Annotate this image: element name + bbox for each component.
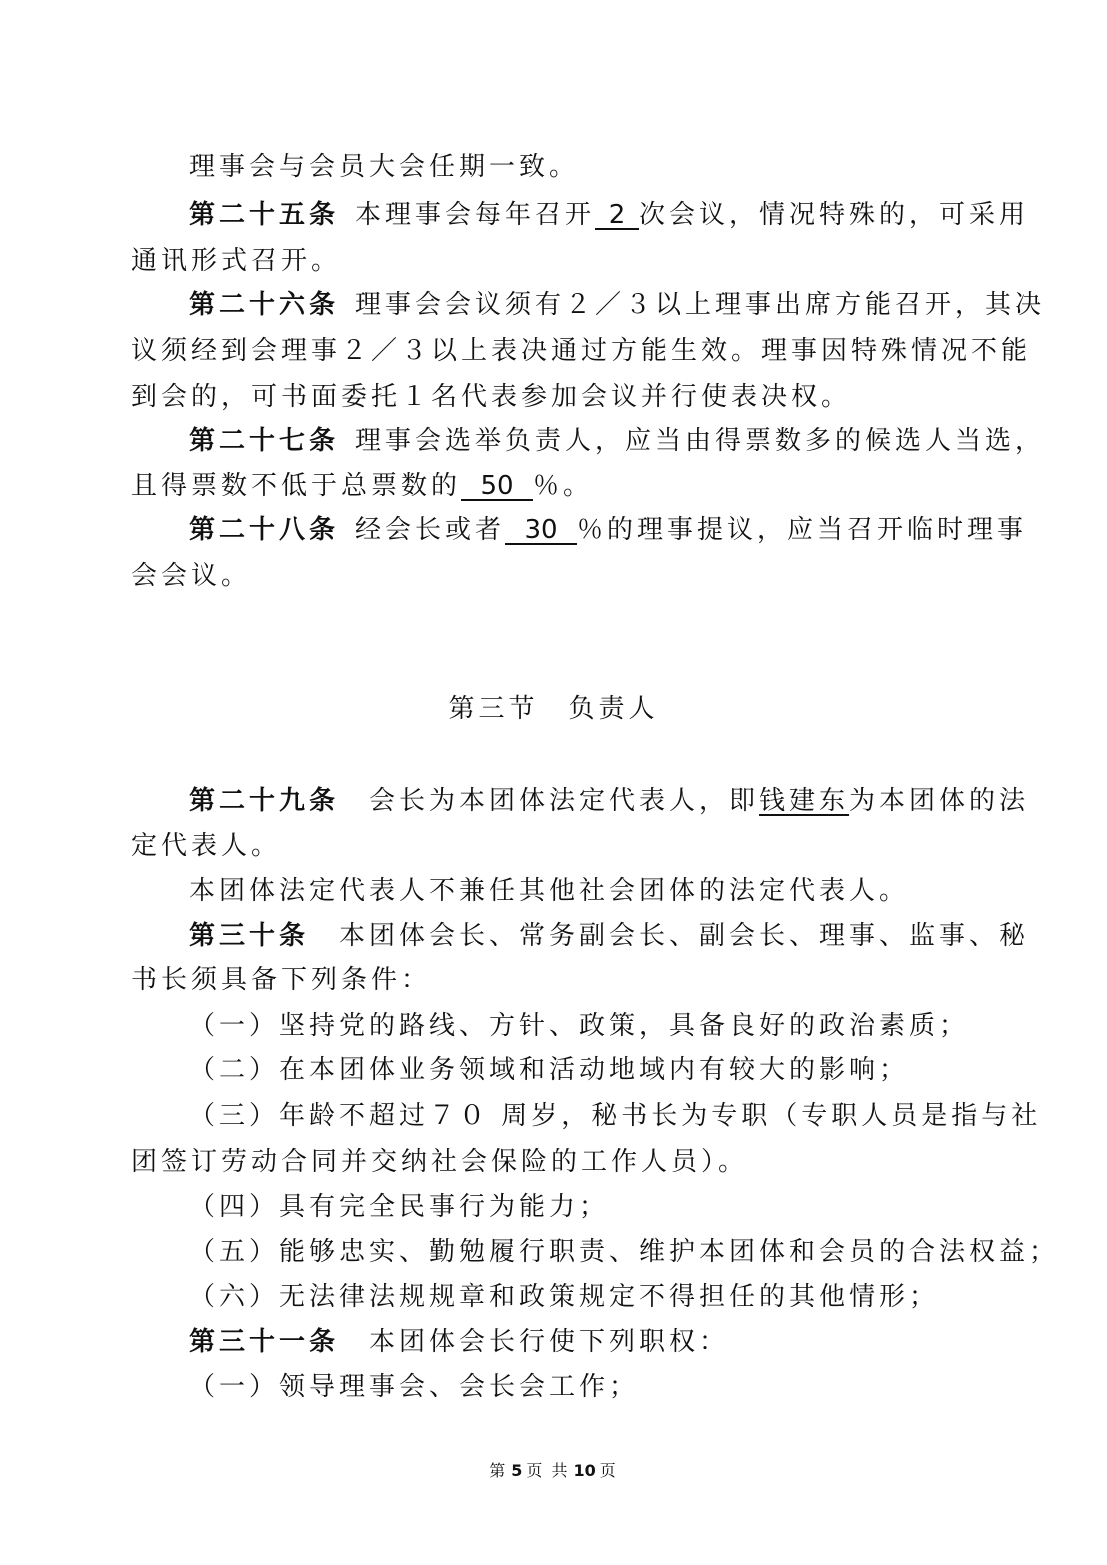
text: 通讯形式召开。 bbox=[131, 246, 342, 276]
section-number: 第三节 bbox=[448, 694, 539, 724]
text: ％的理事提议，应当召开临时理事 bbox=[577, 515, 1028, 545]
article-29 bbox=[189, 784, 1030, 818]
text: 本理事会每年召开 bbox=[355, 200, 596, 230]
article-27-cont bbox=[131, 469, 981, 503]
text: 到会的，可书面委托１名代表参加会议并行使表决权。 bbox=[131, 382, 852, 412]
article-27 bbox=[189, 424, 1046, 458]
page-number: 5 bbox=[511, 1461, 523, 1480]
fill-blank: 30 bbox=[505, 517, 577, 545]
condition-2 bbox=[189, 1053, 981, 1087]
article-30-cont bbox=[131, 963, 981, 997]
duty-1 bbox=[189, 1370, 981, 1404]
text: 理事会选举负责人，应当由得票数多的候选人当选， bbox=[355, 426, 1046, 456]
text: 理事会会议须有２／３以上理事出席方能召开，其决 bbox=[355, 290, 1046, 320]
paragraph-note bbox=[189, 874, 981, 908]
article-label: 第三十一条 bbox=[189, 1327, 340, 1357]
text: 议须经到会理事２／３以上表决通过方能生效。理事因特殊情况不能 bbox=[131, 336, 1032, 366]
text: （一）领导理事会、会长会工作； bbox=[189, 1372, 640, 1402]
article-label: 第二十九条 bbox=[189, 786, 340, 816]
text: （六）无法律法规规章和政策规定不得担任的其他情形； bbox=[189, 1282, 940, 1312]
condition-3-cont bbox=[131, 1145, 981, 1179]
article-28-cont bbox=[131, 559, 981, 593]
representative-name: 钱建东 bbox=[759, 786, 850, 816]
text: （三）年龄不超过７０ 周岁，秘书长为专职（专职人员是指与社 bbox=[189, 1101, 1042, 1131]
text: 定代表人。 bbox=[131, 831, 282, 861]
text: 会长为本团体法定代表人，即 bbox=[369, 786, 760, 816]
article-30 bbox=[189, 919, 1030, 953]
article-31 bbox=[189, 1325, 981, 1359]
condition-1 bbox=[189, 1009, 981, 1043]
text: （一）坚持党的路线、方针、政策，具备良好的政治素质； bbox=[189, 1011, 970, 1041]
section-heading bbox=[0, 692, 1107, 726]
text: 为本团体的法 bbox=[849, 786, 1030, 816]
text: 书长须具备下列条件： bbox=[131, 965, 432, 995]
text: 理事会与会员大会任期一致。 bbox=[189, 152, 580, 182]
text: 且得票数不低于总票数的 bbox=[131, 471, 462, 501]
article-label: 第二十五条 bbox=[189, 200, 340, 230]
article-26-cont2 bbox=[131, 380, 981, 414]
article-label: 第二十六条 bbox=[189, 290, 340, 320]
condition-5 bbox=[189, 1235, 1060, 1269]
text: 本团体法定代表人不兼任其他社会团体的法定代表人。 bbox=[189, 876, 910, 906]
fill-blank: 2 bbox=[595, 202, 639, 230]
article-25-cont bbox=[131, 244, 981, 278]
text: ％。 bbox=[533, 471, 594, 501]
total-pages: 10 bbox=[573, 1461, 596, 1480]
footer-text: 第 bbox=[489, 1461, 508, 1480]
condition-4 bbox=[189, 1190, 981, 1224]
footer-text: 页 bbox=[599, 1461, 618, 1480]
article-26 bbox=[189, 288, 1046, 322]
article-label: 第二十八条 bbox=[189, 515, 340, 545]
text: 会会议。 bbox=[131, 561, 252, 591]
text: （四）具有完全民事行为能力； bbox=[189, 1192, 610, 1222]
fill-blank: 50 bbox=[461, 473, 533, 501]
article-28 bbox=[189, 513, 1028, 547]
text: 本团体会长、常务副会长、副会长、理事、监事、秘 bbox=[339, 921, 1030, 951]
condition-3 bbox=[189, 1099, 1042, 1133]
article-label: 第三十条 bbox=[189, 921, 310, 951]
text: （五）能够忠实、勤勉履行职责、维护本团体和会员的合法权益； bbox=[189, 1237, 1060, 1267]
article-26-cont1 bbox=[131, 334, 1032, 368]
article-25 bbox=[189, 198, 1030, 232]
text: 本团体会长行使下列职权： bbox=[369, 1327, 730, 1357]
text: 次会议，情况特殊的，可采用 bbox=[639, 200, 1030, 230]
page-footer bbox=[0, 1460, 1107, 1482]
article-label: 第二十七条 bbox=[189, 426, 340, 456]
text: 经会长或者 bbox=[355, 515, 506, 545]
paragraph-term bbox=[189, 150, 981, 184]
section-title: 负责人 bbox=[568, 694, 659, 724]
text: 团签订劳动合同并交纳社会保险的工作人员）。 bbox=[131, 1147, 749, 1177]
footer-text: 页 共 bbox=[526, 1461, 570, 1480]
condition-6 bbox=[189, 1280, 981, 1314]
text: （二）在本团体业务领域和活动地域内有较大的影响； bbox=[189, 1055, 910, 1085]
article-29-cont bbox=[131, 829, 981, 863]
